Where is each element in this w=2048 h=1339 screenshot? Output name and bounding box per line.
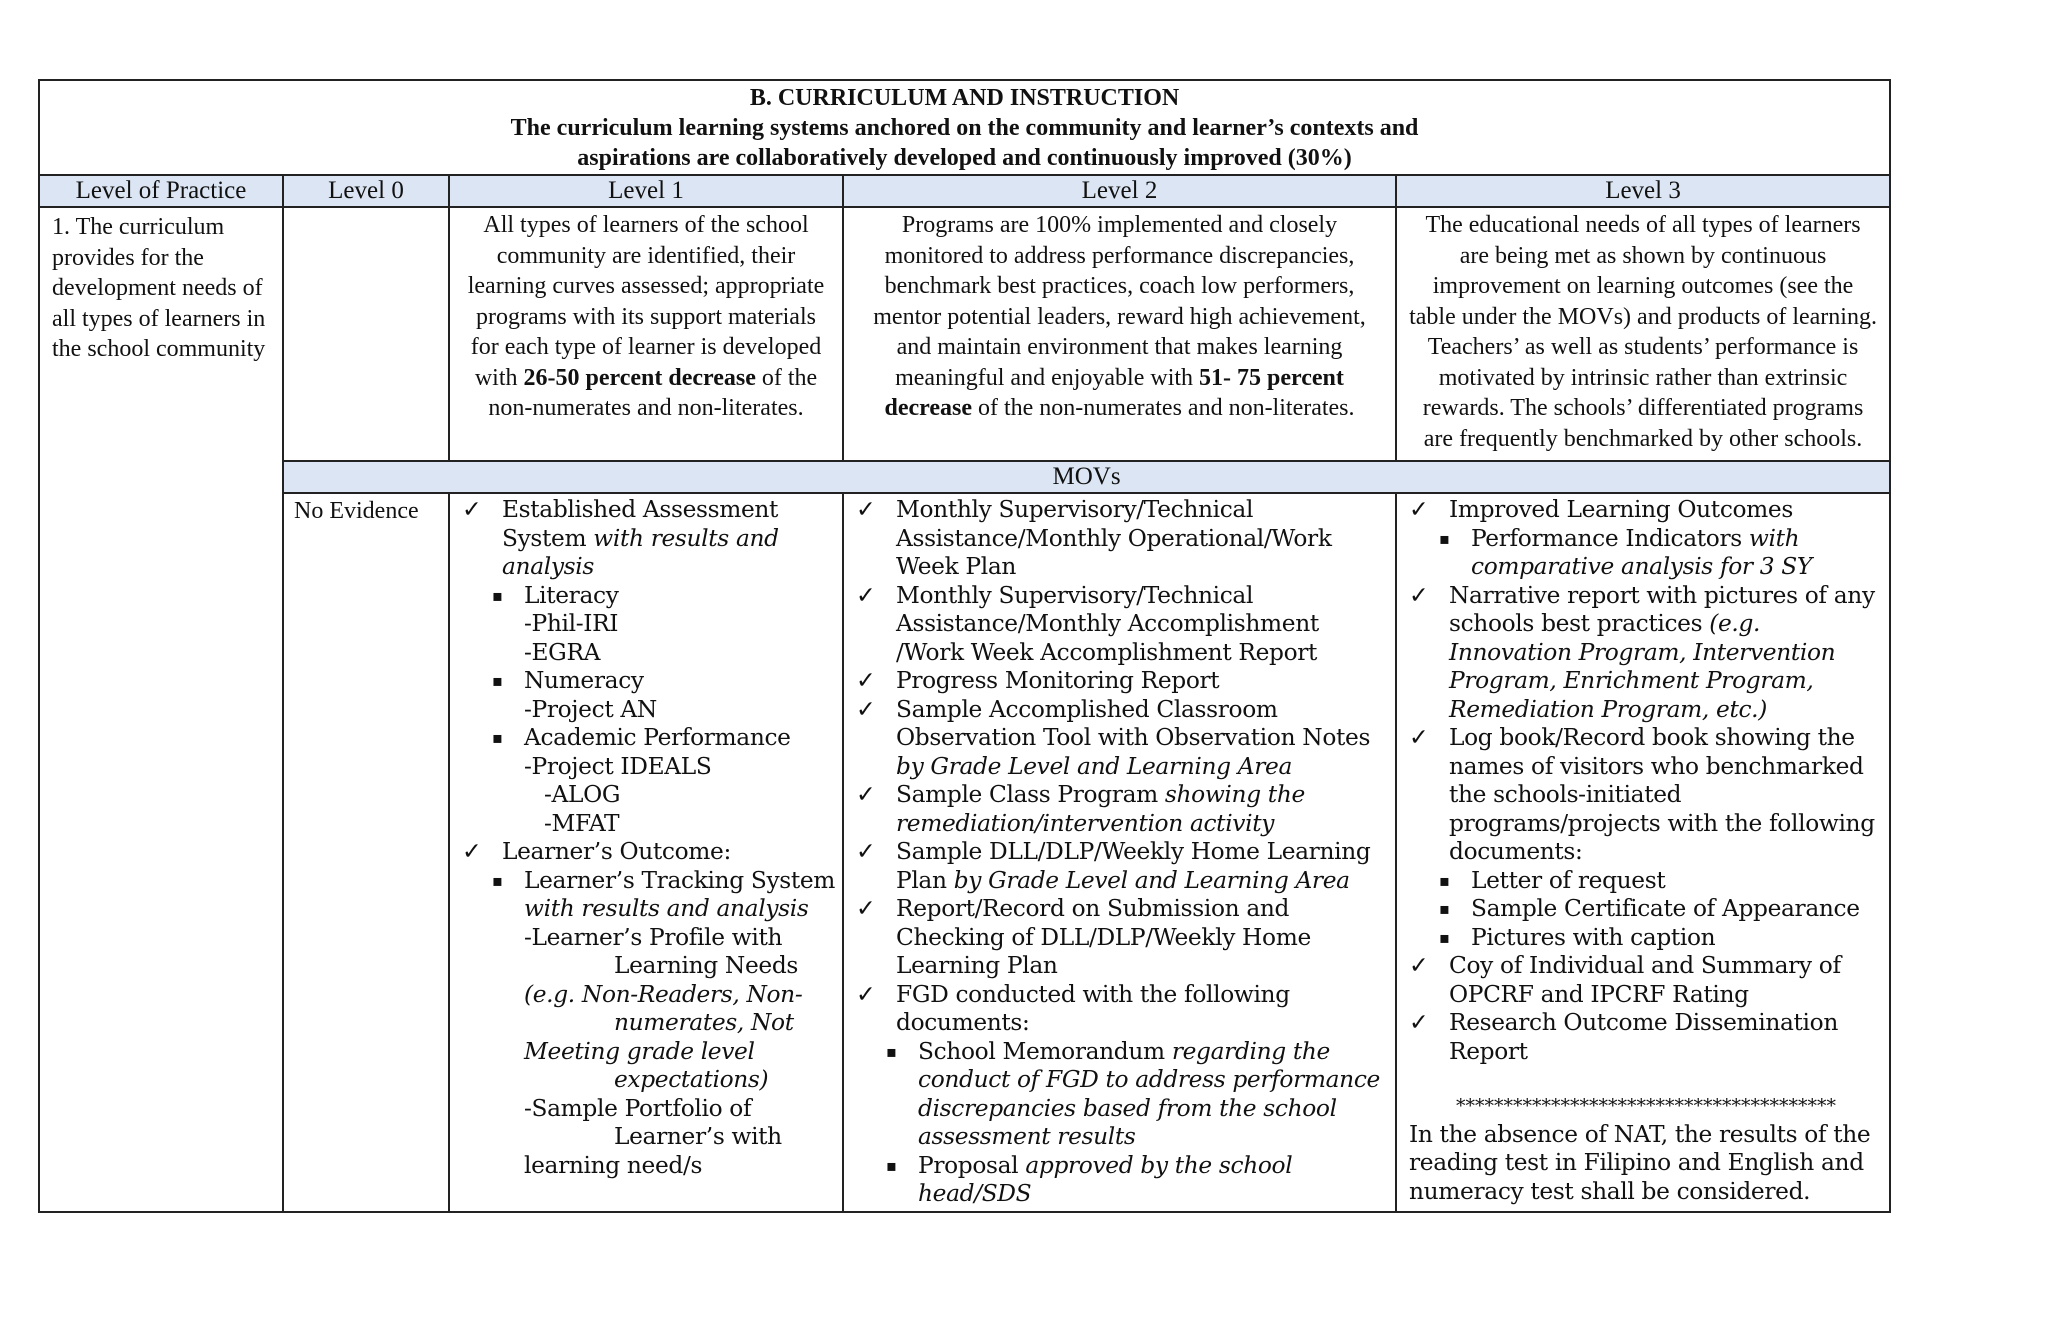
check-icon: ✓ xyxy=(462,838,482,865)
level1-bold: 26-50 percent decrease xyxy=(523,364,756,391)
list-subitem xyxy=(1439,525,1883,582)
list-item xyxy=(856,838,1389,895)
level2-description xyxy=(843,207,1396,461)
sub-entry xyxy=(524,981,836,1010)
check-icon: ✓ xyxy=(1409,724,1429,751)
curriculum-instruction-page xyxy=(38,79,1889,1213)
square-bullet-icon: ▪ xyxy=(886,1155,897,1175)
sub-entry: -Project AN xyxy=(524,695,657,723)
list-item xyxy=(856,781,1389,838)
movs-level2 xyxy=(843,493,1396,1212)
item-italic: (e.g. Non-Readers, Non- xyxy=(524,980,803,1008)
item-text: School Memorandum xyxy=(918,1037,1172,1065)
sub-entry: -MFAT xyxy=(544,809,620,837)
square-bullet-icon: ▪ xyxy=(492,728,503,747)
col-header-level-1: Level 1 xyxy=(449,175,843,207)
item-italic: by Grade Level and Learning Area xyxy=(953,866,1350,894)
star-separator: **************************************** xyxy=(1456,1095,1837,1117)
sub-entry: -ALOG xyxy=(544,781,621,808)
square-bullet-icon: ▪ xyxy=(492,870,503,890)
item-text: Coy of Individual and Summary of OPCRF and IPCRF Rating xyxy=(1449,952,1841,1008)
square-bullet-icon: ▪ xyxy=(492,671,503,690)
check-icon: ✓ xyxy=(1409,581,1429,609)
check-icon: ✓ xyxy=(1409,1009,1429,1036)
col-header-level-2: Level 2 xyxy=(843,175,1396,207)
sub-entry: -Project IDEALS xyxy=(524,752,712,780)
check-icon: ✓ xyxy=(856,496,876,523)
item-text: Progress Monitoring Report xyxy=(896,667,1220,694)
check-icon: ✓ xyxy=(856,895,876,922)
list-subitem xyxy=(1439,895,1883,924)
list-item xyxy=(856,696,1389,782)
level1-text-a: All types of learners of the school community are identified, their learning curves assessed; appropriate programs with its support materials for each type of learner is developed with xyxy=(467,212,825,391)
sub-entry xyxy=(524,1066,836,1095)
list-subitem xyxy=(492,724,836,753)
level2-text-a: Programs are 100% implemented and closely monitored to address performance discrepancies, benchmark best practices, coach low performers, mentor potential leaders, reward high achievement, and maintain environment that makes learning meaningful and enjoyable with xyxy=(873,212,1366,391)
check-icon: ✓ xyxy=(1409,496,1429,523)
list-item xyxy=(1409,952,1883,1009)
item-italic: with results and analysis xyxy=(502,524,779,580)
item-text: Narrative report with pictures of any schools best practices xyxy=(1449,581,1875,637)
section-title: B. CURRICULUM AND INSTRUCTION xyxy=(749,85,1180,111)
rubric-table xyxy=(38,79,1891,1213)
check-icon: ✓ xyxy=(856,667,876,694)
sub-entry: -Sample Portfolio of xyxy=(524,1094,752,1122)
level1-description xyxy=(449,207,843,461)
col-header-level-0: Level 0 xyxy=(283,175,449,207)
list-item xyxy=(856,895,1389,981)
list-item xyxy=(1409,582,1883,725)
item-text: Sample DLL/DLP/Weekly Home Learning Plan xyxy=(896,838,1371,894)
item-text: Academic Performance xyxy=(524,724,791,751)
item-italic: approved by the school head/SDS xyxy=(918,1151,1293,1207)
sub-entry: Learning Needs xyxy=(614,952,798,979)
list-subitem xyxy=(1439,867,1883,896)
item-text: Learner’s Outcome: xyxy=(502,838,731,865)
item-text: Sample Class Program xyxy=(896,781,1165,808)
item-text: Improved Learning Outcomes xyxy=(1449,496,1793,523)
title-cell xyxy=(39,80,1890,175)
sub-entry: -Phil-IRI xyxy=(524,610,619,637)
check-icon: ✓ xyxy=(1409,952,1429,979)
movs-row xyxy=(39,493,1890,1212)
item-italic: (e.g. Innovation Program, Intervention Program, Enrichment Program, Remediation Program, etc.) xyxy=(1449,610,1836,723)
square-bullet-icon: ▪ xyxy=(1439,927,1450,947)
item-italic: showing the remediation/intervention activity xyxy=(896,781,1305,837)
item-italic: expectations) xyxy=(614,1066,769,1093)
list-item xyxy=(1409,496,1883,525)
item-italic: by Grade Level and Learning Area xyxy=(896,752,1292,780)
list-subitem xyxy=(886,1038,1389,1152)
check-icon: ✓ xyxy=(856,581,876,609)
list-item xyxy=(856,496,1389,582)
col-header-level-3: Level 3 xyxy=(1396,175,1890,207)
level2-bold: 51- 75 percent decrease xyxy=(884,364,1344,421)
level3-description: The educational needs of all types of learners are being met as shown by continuous improvement on learning outcomes (see the table under the MOVs) and products of learning. Teachers’ as well as students’ performance is motivated by intrinsic rather than extrinsic rewards. The schools’ differentiated programs are frequently benchmarked by other schools. xyxy=(1396,207,1890,461)
square-bullet-icon: ▪ xyxy=(492,585,503,605)
check-icon: ✓ xyxy=(856,980,876,1008)
movs-level3 xyxy=(1396,493,1890,1212)
item-text: Monthly Supervisory/Technical Assistance/Monthly Operational/Work Week Plan xyxy=(896,496,1332,580)
list-subitem xyxy=(492,582,836,611)
sub-entry xyxy=(524,1038,836,1067)
item-text: Sample Accomplished Classroom Observation Tool with Observation Notes xyxy=(896,695,1371,751)
item-text: FGD conducted with the following documents: xyxy=(896,980,1290,1036)
list-item xyxy=(856,981,1389,1038)
sub-entry: learning need/s xyxy=(524,1151,703,1179)
col-header-level-of-practice: Level of Practice xyxy=(39,175,283,207)
check-icon: ✓ xyxy=(462,496,482,523)
item-text: Research Outcome Dissemination Report xyxy=(1449,1009,1838,1065)
check-icon: ✓ xyxy=(856,781,876,808)
list-item xyxy=(462,838,836,867)
sub-entry xyxy=(524,1009,836,1038)
practice-row xyxy=(39,207,1890,461)
list-subitem xyxy=(492,667,836,696)
item-text: Proposal xyxy=(918,1151,1026,1179)
list-item xyxy=(856,667,1389,696)
item-text: Numeracy xyxy=(524,667,644,694)
item-text: Log book/Record book showing the names of visitors who benchmarked the schools-initiated programs/projects with the following documents: xyxy=(1449,724,1875,865)
item-italic: regarding the conduct of FGD to address performance discrepancies based from the school assessment results xyxy=(918,1037,1380,1150)
nat-note: In the absence of NAT, the results of the reading test in Filipino and English and numeracy test shall be considered. xyxy=(1409,1120,1871,1205)
list-subitem xyxy=(492,867,836,924)
item-italic: with comparative analysis for 3 SY xyxy=(1471,524,1812,580)
list-item xyxy=(1409,724,1883,867)
title-row xyxy=(39,80,1890,175)
level1-text-b: of the non-numerates and non-literates. xyxy=(488,364,818,421)
column-header-row xyxy=(39,175,1890,207)
item-italic: Meeting grade level xyxy=(524,1037,755,1065)
level0-description xyxy=(283,207,449,461)
item-text: Established Assessment System xyxy=(502,496,779,552)
list-item xyxy=(1409,1009,1883,1066)
practice-description: 1. The curriculum provides for the development needs of all types of learners in the school community xyxy=(39,207,283,1212)
item-italic: with results and analysis xyxy=(524,895,809,922)
list-subitem xyxy=(886,1152,1389,1209)
movs-header-row xyxy=(39,461,1890,493)
level2-text-b: of the non-numerates and non-literates. xyxy=(971,395,1355,421)
movs-header: MOVs xyxy=(283,461,1890,493)
item-text: Monthly Supervisory/Technical Assistance/Monthly Accomplishment /Work Week Accomplishment Report xyxy=(896,581,1319,666)
item-text: Sample Certificate of Appearance xyxy=(1471,895,1860,922)
square-bullet-icon: ▪ xyxy=(1439,870,1450,890)
item-text: Learner’s Tracking System xyxy=(524,866,836,894)
item-text: Pictures with caption xyxy=(1471,923,1716,951)
movs-level1 xyxy=(449,493,843,1212)
item-text: Letter of request xyxy=(1471,866,1666,894)
item-text: Performance Indicators xyxy=(1471,524,1749,552)
item-italic: numerates, Not xyxy=(614,1009,794,1036)
square-bullet-icon: ▪ xyxy=(1439,899,1450,918)
sub-entry: Learner’s with xyxy=(614,1123,782,1150)
sub-entry: -EGRA xyxy=(524,638,601,666)
square-bullet-icon: ▪ xyxy=(1439,528,1450,548)
section-subtitle-line1: The curriculum learning systems anchored on the community and learner’s contexts and xyxy=(510,115,1419,141)
check-icon: ✓ xyxy=(856,695,876,723)
square-bullet-icon: ▪ xyxy=(886,1041,897,1061)
sub-entry: -Learner’s Profile with xyxy=(524,923,783,951)
item-text: Literacy xyxy=(524,581,619,609)
section-subtitle-line2: aspirations are collaboratively developed and continuously improved (30%) xyxy=(577,145,1352,171)
item-text: Report/Record on Submission and Checking of DLL/DLP/Weekly Home Learning Plan xyxy=(896,895,1311,979)
movs-level0: No Evidence xyxy=(283,493,449,1212)
check-icon: ✓ xyxy=(856,838,876,865)
list-item xyxy=(462,496,836,582)
list-subitem xyxy=(1439,924,1883,953)
list-item xyxy=(856,582,1389,668)
